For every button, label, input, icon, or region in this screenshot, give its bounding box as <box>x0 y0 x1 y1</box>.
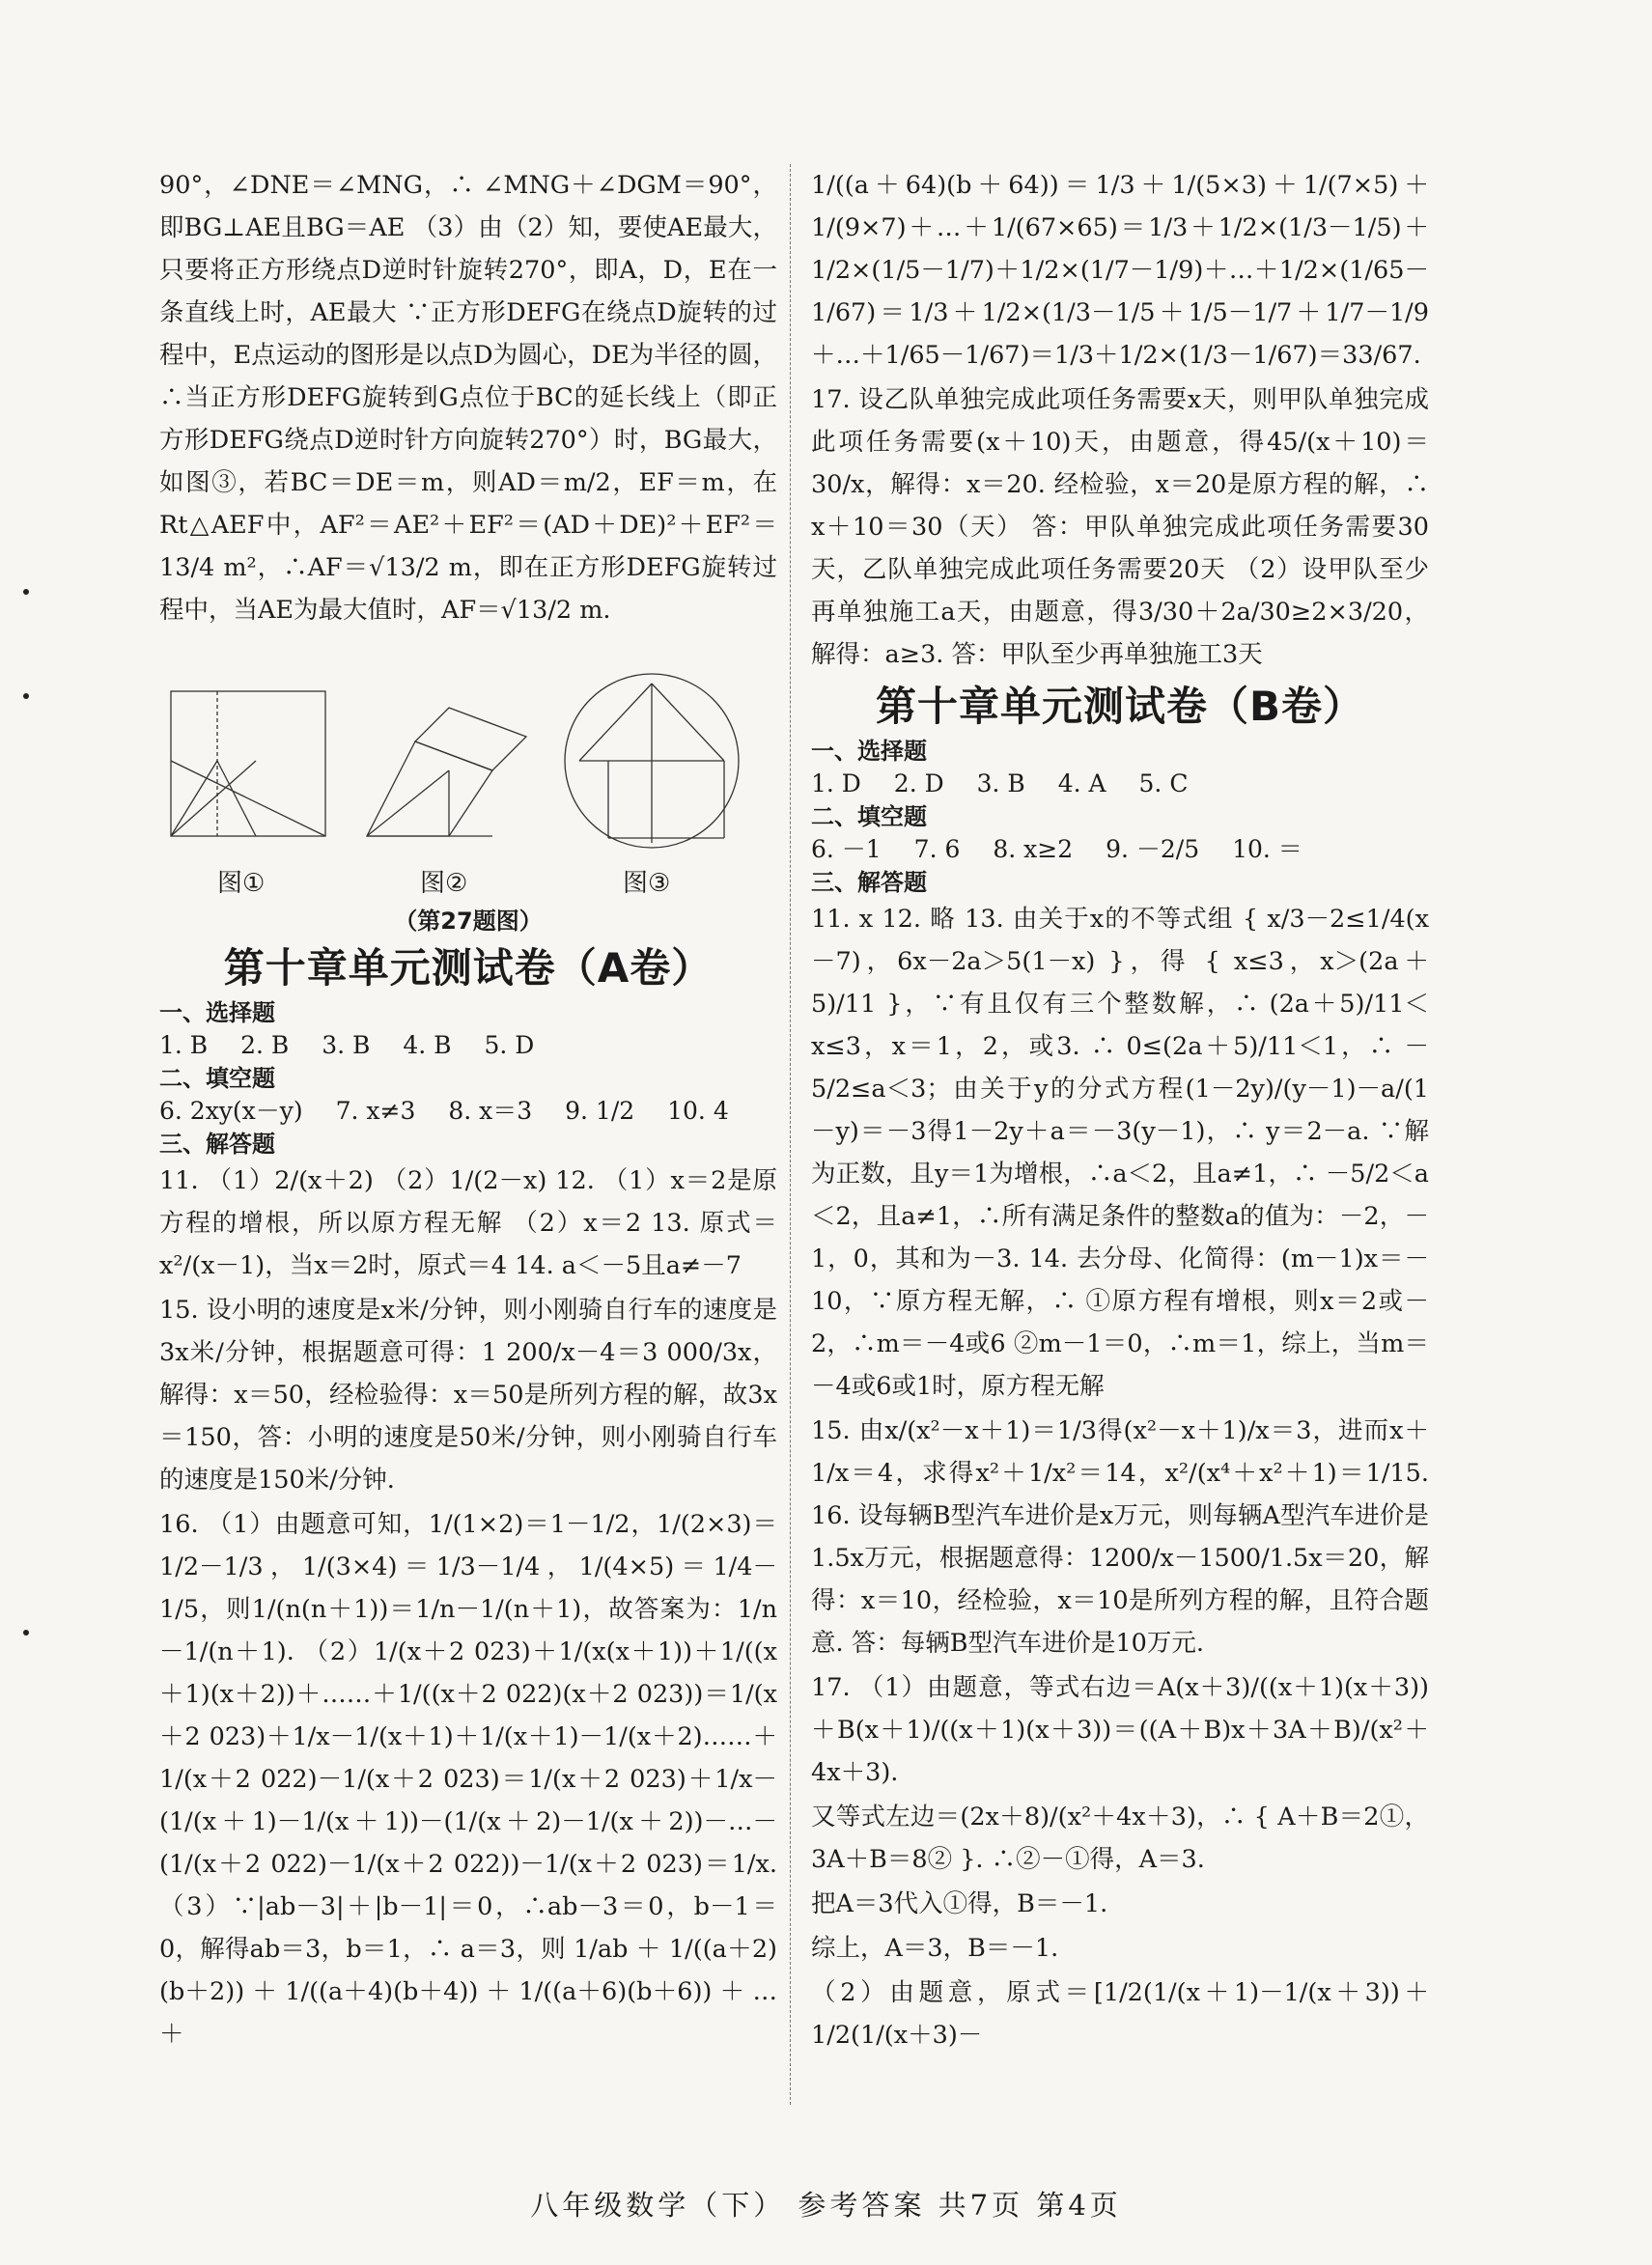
q27-continuation: 90°，∠DNE＝∠MNG，∴ ∠MNG＋∠DGM＝90°，即BG⊥AE且BG＝AE （3）由（2）知，要使AE最大，只要将正方形绕点D逆时针旋转270°，即A，D，E在一条直线上时，AE最大 ∵正方形DEFG在绕点D旋转的过程中，E点运动的图形是以点D为圆心，DE为半径的圆，∴当正方形DEFG旋转到G点位于BC的延长线上（即正方形DEFG绕点D逆时针方向旋转270°）时，BG最大，如图③，若BC＝DE＝m，则AD＝m/2，EF＝m，在Rt△AEF中，AF²＝AE²＋EF²＝(AD＋DE)²＋EF²＝13/4 m²，∴AF＝√13/2 m，即在正方形DEFG旋转过程中，当AE为最大值时，AF＝√13/2 m. <box>159 171 777 625</box>
answer: 9. －2/5 <box>1106 835 1200 863</box>
page-footer: 八年级数学（下） 参考答案 共7页 第4页 <box>530 2189 1122 2222</box>
chapter-title-b: 第十章单元测试卷（B卷） <box>875 683 1364 730</box>
fig1-line <box>217 761 256 836</box>
scan-mark <box>23 693 29 699</box>
answer: 5. D <box>484 1031 535 1059</box>
fig2-rotated-square <box>415 708 526 770</box>
answer: 3. B <box>322 1031 371 1059</box>
solution-11-14: 11. （1）2/(x＋2) （2）1/(2－x) 12. （1）x＝2是原方程的增根，所以原方程无解 （2）x＝2 13. 原式＝x²/(x－1)，当x＝2时，原式＝4 14. a＜－5且a≠－7 <box>159 1166 777 1280</box>
solution-11-14: 11. x 12. 略 13. 由关于x的不等式组 { x/3－2≤1/4(x－7)，6x－2a＞5(1－x) }，得 { x≤3，x＞(2a＋5)/11 }，∵有且仅有三个整数解，∴ (2a＋5)/11＜x≤3，x＝1，2，或3. ∴ 0≤(2a＋5)/11＜1，∴ －5/2≤a＜3；由关于y的分式方程(1－2y)/(y－1)－a/(1－y)＝－3得1－2y＋a＝－3(y－1)，∴ y＝2－a. ∵解为正数，且y＝1为增根，∴a＜2，且a≠1，∴ －5/2＜a＜2，且a≠1，∴所有满足条件的整数a的值为：－2，－1，0，其和为－3. 14. 去分母、化简得：(m－1)x＝－10，∵原方程无解，∴ ①原方程有增根，则x＝2或－2，∴m＝－4或6 ②m－1＝0，∴m＝1，综上，当m＝－4或6或1时，原方程无解 <box>811 905 1429 1401</box>
fig2-square <box>367 741 492 836</box>
section-choice: 一、选择题 <box>811 738 927 765</box>
fig1-square <box>171 691 325 836</box>
left-column <box>159 164 777 2057</box>
solution-17-part3: 把A＝3代入①得，B＝－1. <box>811 1889 1108 1918</box>
answer: 4. A <box>1057 769 1106 797</box>
solution-17-part1: 17. （1）由题意，等式右边＝A(x＋3)/((x＋1)(x＋3))＋B(x＋1)/((x＋1)(x＋3))＝((A＋B)x＋3A＋B)/(x²＋4x＋3). <box>811 1673 1429 1787</box>
figure-title: （第27题图） <box>394 908 543 935</box>
q16-continuation: 1/((a＋64)(b＋64))＝1/3＋1/(5×3)＋1/(7×5)＋1/(9×7)＋…＋1/(67×65)＝1/3＋1/2×(1/3－1/5)＋1/2×(1/5－1/7)＋1/2×(1/7－1/9)＋…＋1/2×(1/65－1/67)＝1/3＋1/2×(1/3－1/5＋1/5－1/7＋1/7－1/9＋…＋1/65－1/67)＝1/3＋1/2×(1/3－1/67)＝33/67. <box>811 171 1429 370</box>
section-solve: 三、解答题 <box>811 869 927 896</box>
answer: 4. B <box>403 1031 452 1059</box>
answer: 7. 6 <box>913 835 961 863</box>
answer: 2. B <box>240 1031 290 1059</box>
answer: 1. B <box>159 1031 209 1059</box>
fill-answers <box>811 832 1429 867</box>
chapter-title-a: 第十章单元测试卷（A卷） <box>223 944 714 992</box>
answer: 8. x＝3 <box>448 1097 533 1125</box>
solution-17-a: 17. 设乙队单独完成此项任务需要x天，则甲队单独完成此项任务需要(x＋10)天，由题意，得45/(x＋10)＝30/x，解得：x＝20. 经检验，x＝20是原方程的解，∴ x＋10＝30（天） 答：甲队单独完成此项任务需要30天，乙队单独完成此项任务需要20天 （2）设甲队至少再单独施工a天，由题意，得3/30＋2a/30≥2×3/20，解得：a≥3. 答：甲队至少再单独施工3天 <box>811 385 1429 669</box>
fig2-caption: 图② <box>420 869 468 898</box>
geometry-figures <box>159 655 777 862</box>
section-fill: 二、填空题 <box>159 1065 275 1092</box>
fill-answers <box>159 1094 777 1129</box>
answer: 9. 1/2 <box>565 1097 635 1125</box>
solution-17-part5: （2）由题意，原式＝[1/2(1/(x＋1)－1/(x＋3))＋1/2(1/(x＋3)－ <box>811 1978 1429 2050</box>
choice-answers <box>811 767 1429 801</box>
solution-16: 16. （1）由题意可知，1/(1×2)＝1－1/2，1/(2×3)＝1/2－1/3，1/(3×4)＝1/3－1/4，1/(4×5)＝1/4－1/5，则1/(n(n＋1))＝1/n－1/(n＋1)，故答案为：1/n－1/(n＋1). （2）1/(x＋2 023)＋1/(x(x＋1))＋1/((x＋1)(x＋2))＋……＋1/((x＋2 022)(x＋2 023))＝1/(x＋2 023)＋1/x－1/(x＋1)＋1/(x＋1)－1/(x＋2)……＋1/(x＋2 022)－1/(x＋2 023)＝1/(x＋2 023)＋1/x－(1/(x＋1)－1/(x＋1))－(1/(x＋2)－1/(x＋2))－…－(1/(x＋2 022)－1/(x＋2 022))－1/(x＋2 023)＝1/x. （3）∵|ab－3|＋|b－1|＝0，∴ab－3＝0，b－1＝0，解得ab＝3，b＝1，∴ a＝3，则 1/ab ＋ 1/((a＋2)(b＋2)) ＋ 1/((a＋4)(b＋4)) ＋ 1/((a＋6)(b＋6)) ＋ … ＋ <box>159 1510 777 2049</box>
answer: 8. x≥2 <box>993 835 1074 863</box>
solution-15: 15. 设小明的速度是x米/分钟，则小刚骑自行车的速度是3x米/分钟，根据题意可得：1 200/x－4＝3 000/3x，解得：x＝50，经检验得：x＝50是所列方程的解，故3x＝150，答：小明的速度是50米/分钟，则小刚骑自行车的速度是150米/分钟. <box>159 1296 777 1495</box>
fig2-line <box>367 770 449 836</box>
fig3-line <box>579 684 652 761</box>
answer: 1. D <box>811 769 861 797</box>
solution-17-part4: 综上，A＝3，B＝－1. <box>811 1934 1059 1963</box>
choice-answers <box>159 1028 777 1063</box>
answer: 6. 2xy(x－y) <box>159 1097 303 1125</box>
scan-mark <box>23 1630 29 1636</box>
fig1-line <box>171 761 256 836</box>
fig3-caption: 图③ <box>623 869 671 898</box>
solution-17-part2: 又等式左边＝(2x＋8)/(x²＋4x＋3)，∴ { A＋B＝2①，3A＋B＝8② }. ∴②－①得，A＝3. <box>811 1803 1429 1874</box>
answer: 10. ＝ <box>1232 835 1302 863</box>
answer: 5. C <box>1138 769 1189 797</box>
section-fill: 二、填空题 <box>811 803 927 830</box>
answer: 10. 4 <box>667 1097 729 1125</box>
answer: 7. x≠3 <box>335 1097 416 1125</box>
scan-mark <box>23 589 29 595</box>
column-divider <box>790 164 791 2105</box>
section-solve: 三、解答题 <box>159 1131 275 1158</box>
answer: 6. －1 <box>811 835 882 863</box>
answer: 3. B <box>976 769 1025 797</box>
q27-figures <box>159 655 777 862</box>
section-choice: 一、选择题 <box>159 999 275 1026</box>
right-column <box>811 164 1429 2058</box>
answer: 2. D <box>893 769 944 797</box>
fig1-caption: 图① <box>217 869 266 898</box>
figure-captions <box>159 862 777 898</box>
fig3-line <box>652 684 724 761</box>
solution-15-16: 15. 由x/(x²－x＋1)＝1/3得(x²－x＋1)/x＝3，进而x＋1/x＝4，求得x²＋1/x²＝14，x²/(x⁴＋x²＋1)＝1/15. 16. 设每辆B型汽车进价是x万元，则每辆A型汽车进价是1.5x万元，根据题意得：1200/x－1500/1.5x＝20，解得：x＝10，经检验，x＝10是所列方程的解，且符合题意. 答：每辆B型汽车进价是10万元. <box>811 1416 1429 1658</box>
